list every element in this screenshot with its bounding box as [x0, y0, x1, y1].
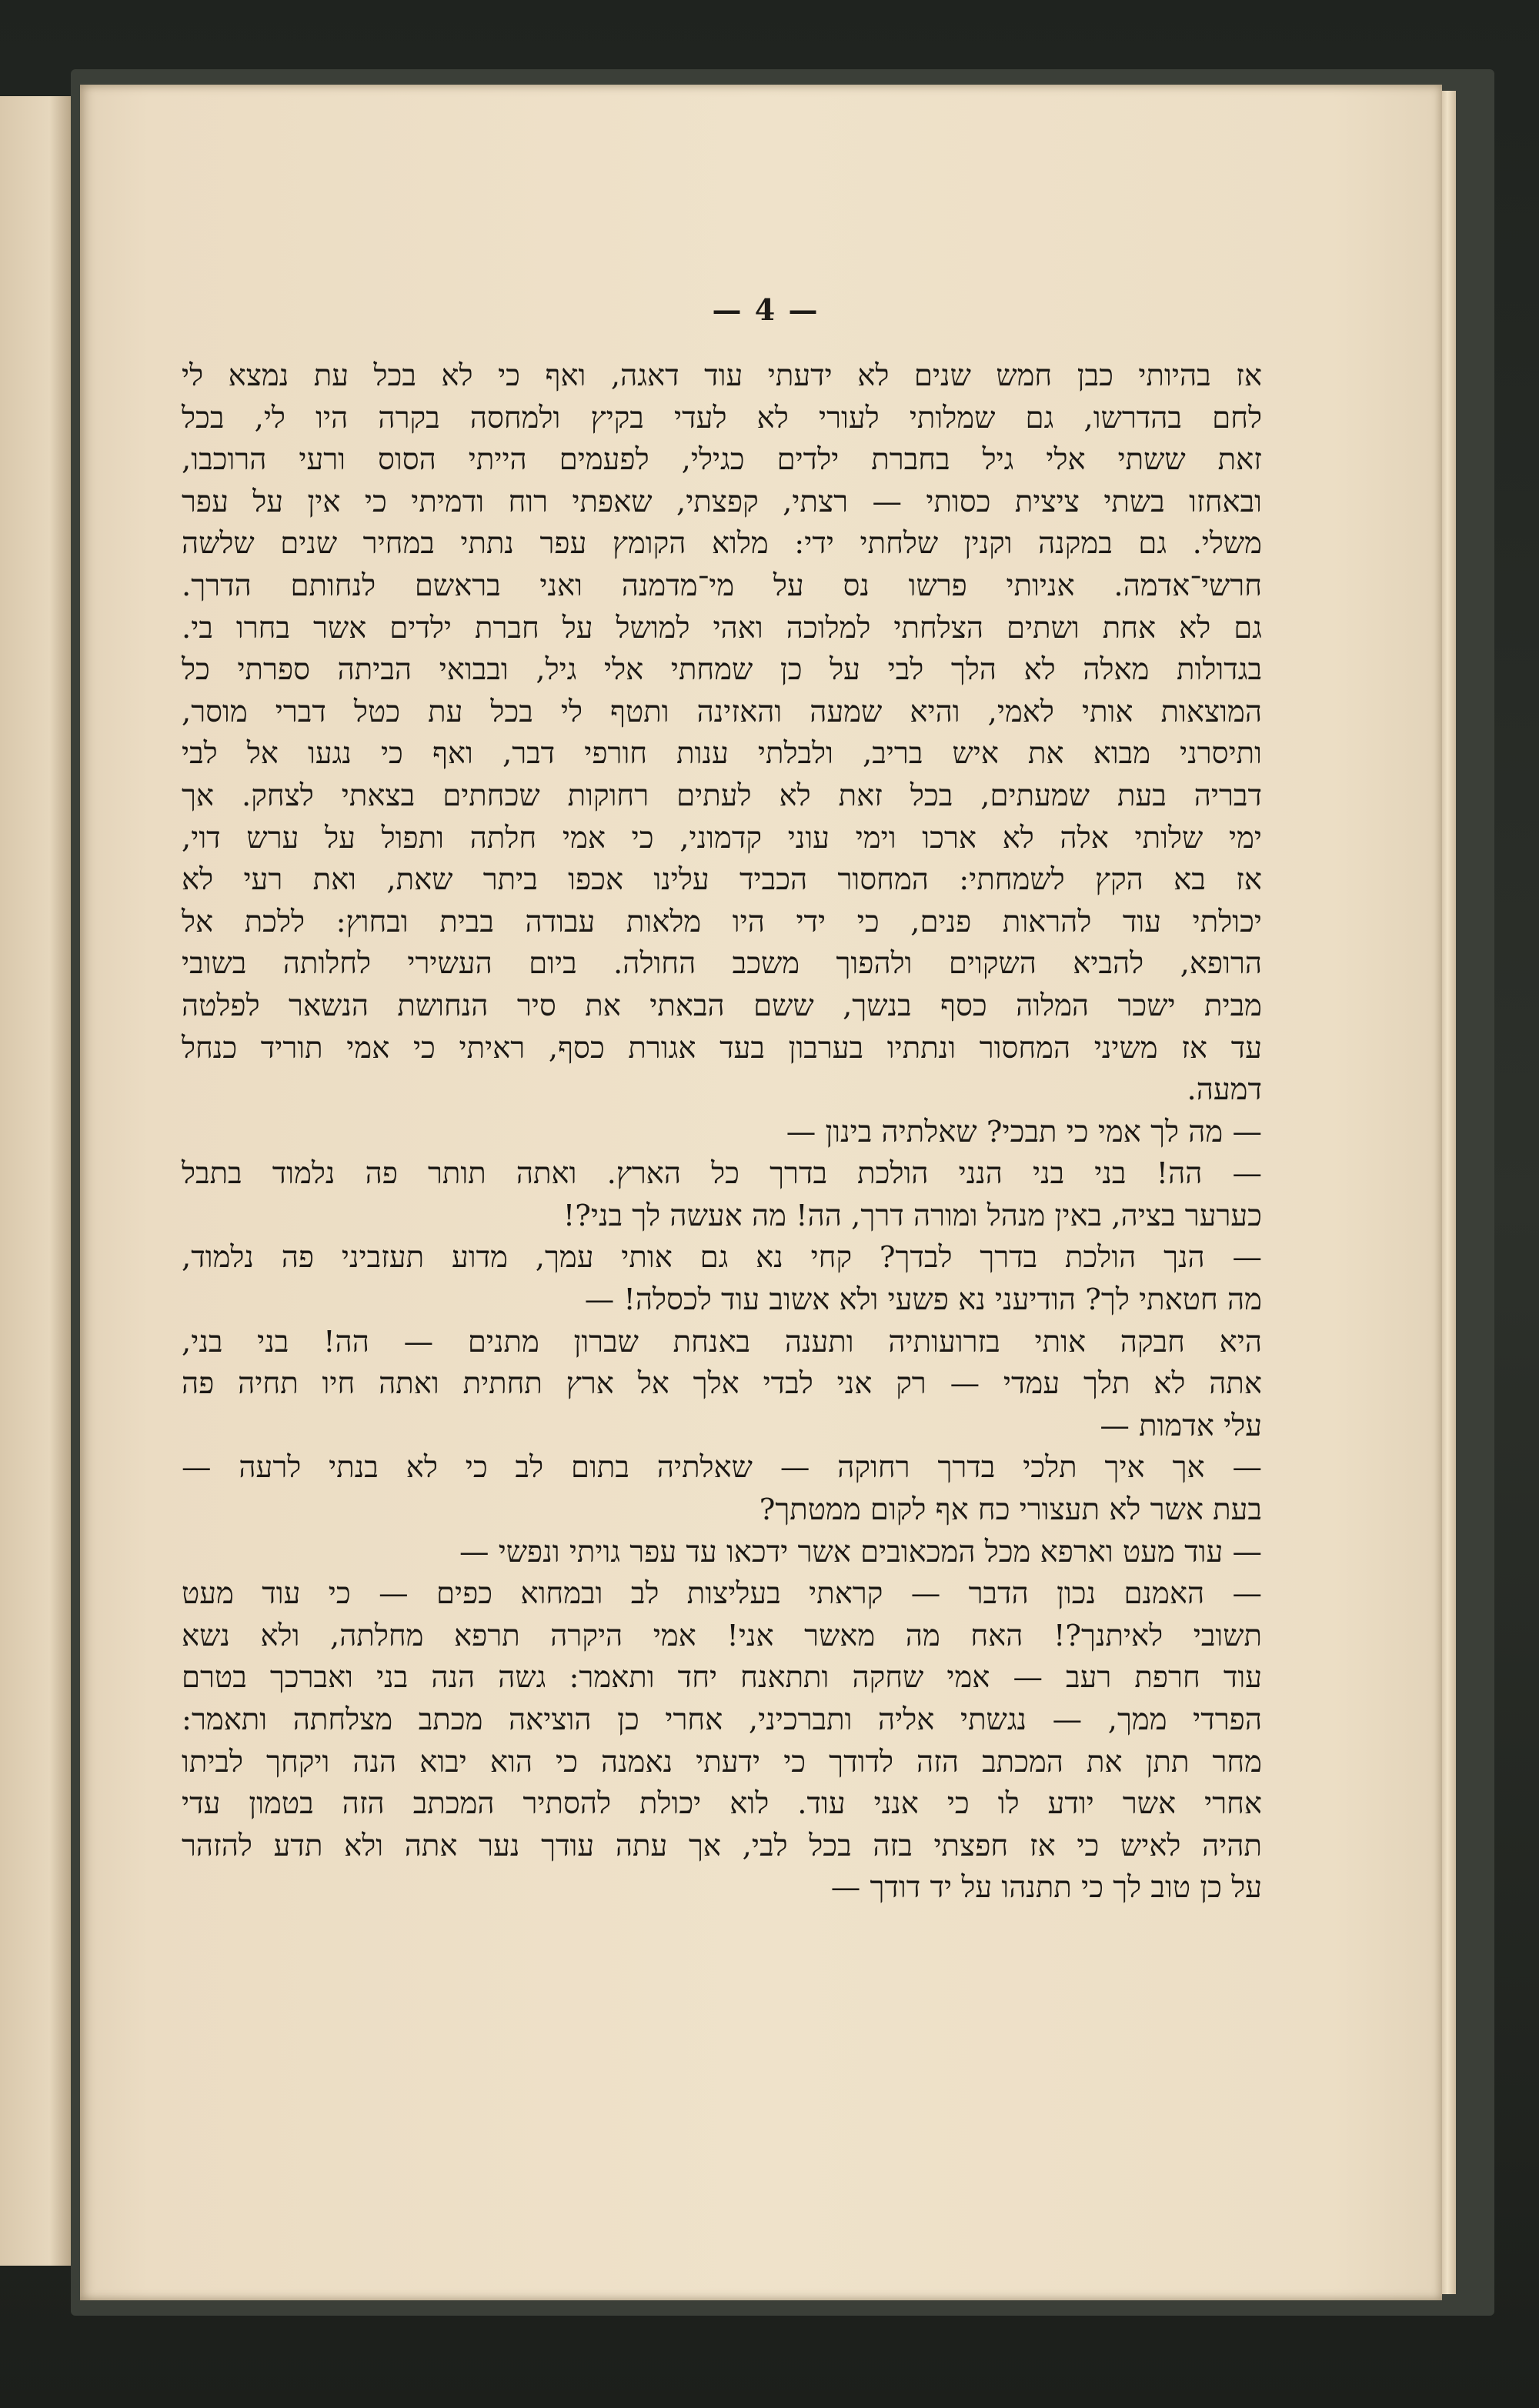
- text-line: ותיסרני מבוא את איש בריב, ולבלתי ענות חורפי דבר, ואף כי נגעו אל לבי: [182, 736, 1262, 772]
- text-line: תהיה לאיש כי אז חפצתי בזה בכל לבי, אך עתה עודך נער אתה ולא תדע להזהר: [182, 1828, 1262, 1863]
- page-number: — 4 —: [712, 292, 820, 327]
- dialogue-line: — האמנם נכון הדבר — קראתי בעליצות לב ובמחוא כפים — כי עוד מעט: [182, 1576, 1262, 1612]
- text-line: מבית ישכר המלוה כסף בנשך, ששם הבאתי את סיר הנחושת הנשאר לפלטה: [182, 988, 1262, 1023]
- dialogue-line: מה חטאתי לך? הודיעני נא פשעי ולא אשוב עוד לכסלה! —: [584, 1282, 1262, 1318]
- dialogue-line: כערער בציה, באין מנהל ומורה דרך, הה! מה אעשה לך בני?!: [563, 1198, 1262, 1233]
- text-line: על כן טוב לך כי תתנהו על יד דודך —: [830, 1870, 1262, 1906]
- text-line: הרופא, להביא השקוים ולהפוך משכב החולה. ביום העשירי לחלותה בשובי: [182, 946, 1262, 982]
- dialogue-line: — הה! בני בני הנני הולכת בדרך כל הארץ. ואתה תותר פה נלמוד בתבל: [182, 1156, 1262, 1192]
- text-line: עלי אדמות —: [1100, 1408, 1262, 1443]
- text-line: מחר תתן את המכתב הזה לדודך כי ידעתי נאמנה כי הוא יבוא הנה ויקחך לביתו: [182, 1744, 1262, 1779]
- dialogue-line: — מה לך אמי כי תבכי? שאלתיה בינון —: [786, 1114, 1262, 1149]
- text-line: עד אז משיני המחסור ונתתיו בערבון בעד אגורת כסף, ראיתי כי אמי תוריד כנחל: [182, 1030, 1262, 1066]
- text-line: ימי שלותי אלה לא ארכו וימי עוני קדמוני, כי אמי חלתה ותפול על ערש דוי,: [182, 820, 1262, 855]
- text-line: גם לא אחת ושתים הצלחתי למלוכה ואהי למושל על חברת ילדים אשר בחרו בי.: [182, 610, 1262, 645]
- text-line: תשובי לאיתנך?! האח מה מאשר אני! אמי היקרה תרפא מחלתה, ולא נשא: [182, 1618, 1262, 1653]
- text-line: היא חבקה אותי בזרועותיה ותענה באנחת שברון מתנים — הה! בני בני,: [182, 1324, 1262, 1359]
- text-line: ובאחזו בשתי ציצית כסותי — רצתי, קפצתי, שאפתי רוח ודמיתי כי אין על עפר: [182, 484, 1262, 519]
- text-line: אחרי אשר יודע לו כי אנני עוד. לוא יכולת להסתיר המכתב הזה בטמון עדי: [182, 1786, 1262, 1822]
- text-line: יכולתי עוד להראות פנים, כי ידי היו מלאות עבודה בבית ובחוץ: ללכת אל: [182, 904, 1262, 939]
- dialogue-line: — הנך הולכת בדרך לבדך? קחי נא גם אותי עמך, מדוע תעזביני פה נלמוד,: [182, 1240, 1262, 1276]
- text-line: אתה לא תלך עמדי — רק אני לבדי אלך אל ארץ תחתית ואתה חיו תחיה פה: [182, 1366, 1262, 1402]
- text-line: דבריה בעת שמעתים, בכל זאת לא לעתים רחוקות שכחתים בצאתי לצחק. אך: [182, 778, 1262, 813]
- dialogue-line: — אך איך תלכי בדרך רחוקה — שאלתיה בתום לב כי לא בנתי לרעה —: [182, 1450, 1262, 1486]
- text-line: חרשי־אדמה. אניותי פרשו נס על מי־מדמנה ואני בראשם לנחותם הדרך.: [182, 568, 1262, 603]
- text-line: בגדולות מאלה לא הלך לבי על כן שמחתי אלי גיל, ובבואי הביתה ספרתי כל: [182, 652, 1262, 688]
- left-page-edge: [0, 96, 71, 2266]
- text-line: המוצאות אותי לאמי, והיא שמעה והאזינה ותטף לי בכל עת כטל דברי מוסר,: [182, 694, 1262, 729]
- text-line: זאת ששתי אלי גיל בחברת ילדים כגילי, לפעמים הייתי הסוס ורעי הרוכבו,: [182, 442, 1262, 478]
- text-line: הפרדי ממך, — נגשתי אליה ותברכיני, אחרי כן הוציאה מכתב מצלחתה ותאמר:: [182, 1703, 1262, 1737]
- dialogue-line: בעת אשר לא תעצורי כח אף לקום ממטתך?: [759, 1492, 1262, 1528]
- text-line: עוד חרפת רעב — אמי שחקה ותתאנח יחד ותאמר: גשה הנה בני ואברכך בטרם: [182, 1660, 1262, 1696]
- text-line: משלי. גם במקנה וקנין שלחתי ידי: מלוא הקומץ עפר נתתי במחיר שנים שלשה: [182, 526, 1262, 562]
- text-line: אז בא הקץ לשמחתי: המחסור הכביד עלינו אכפו ביתר שאת, ואת רעי לא: [182, 862, 1262, 898]
- dialogue-line: — עוד מעט וארפא מכל המכאובים אשר ידכאו עד עפר גויתי ונפשי —: [459, 1534, 1262, 1569]
- text-line: לחם בהדרשו, גם שמלותי לעורי לא לעדי בקיץ ולמחסה בקרה היו לי, בכל: [182, 400, 1262, 435]
- page-stack-edge: [1442, 91, 1456, 2294]
- text-line: אז בהיותי כבן חמש שנים לא ידעתי עוד דאגה, ואף כי לא בכל עת נמצא לי: [182, 359, 1262, 393]
- text-line: דמעה.: [1187, 1072, 1262, 1108]
- page-text: [182, 355, 1262, 1909]
